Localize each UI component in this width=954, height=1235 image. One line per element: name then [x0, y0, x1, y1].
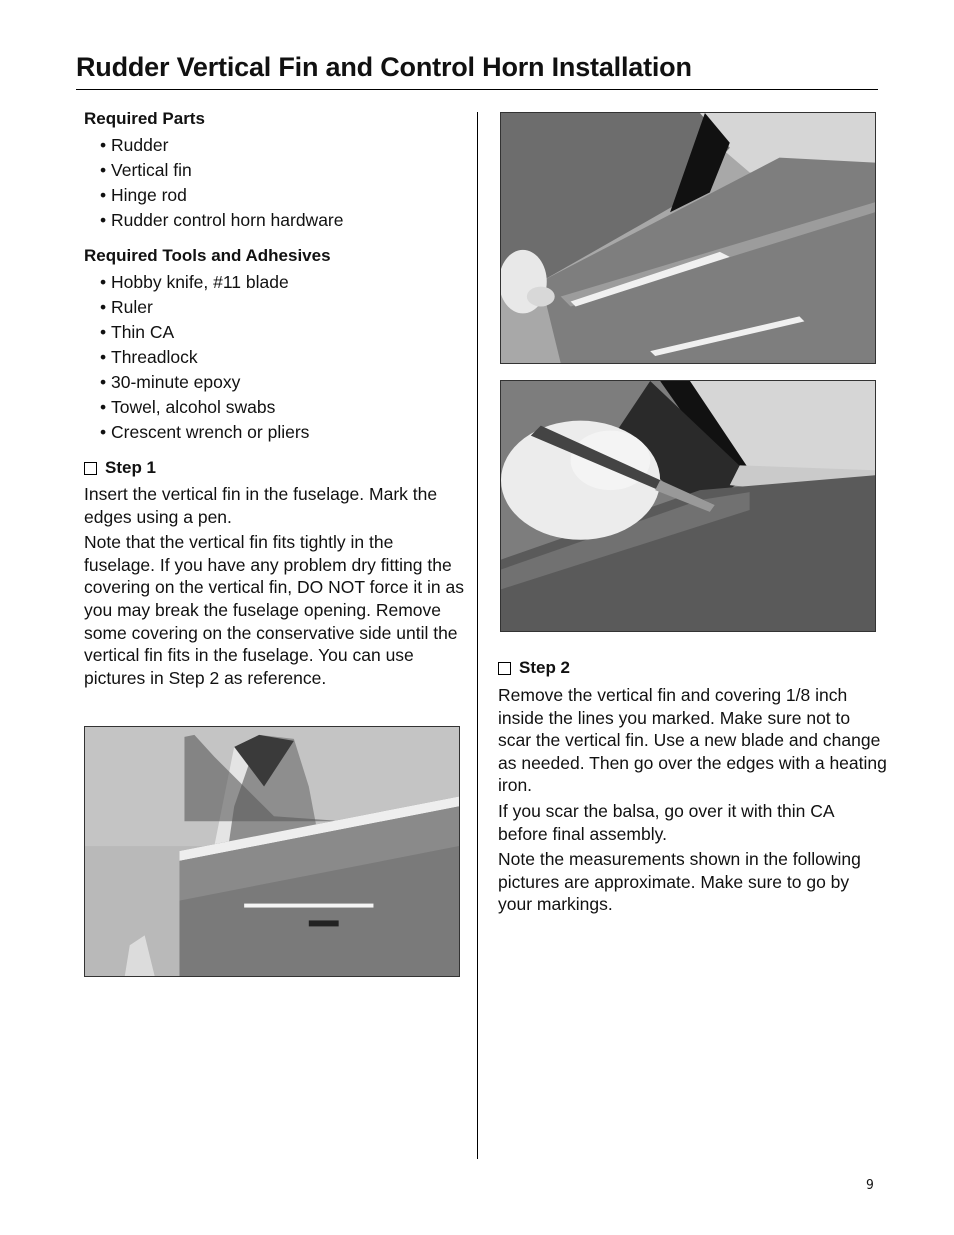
step2-heading	[498, 657, 888, 679]
left-column	[84, 108, 464, 689]
step1-label: Step 1	[105, 458, 157, 477]
list-item: • 30-minute epoxy	[100, 370, 464, 395]
required-parts-heading: Required Parts	[84, 109, 205, 128]
right-column	[498, 657, 888, 916]
step2-paragraph: If you scar the balsa, go over it with thin CA before final assembly.	[498, 800, 834, 844]
required-tools-heading: Required Tools and Adhesives	[84, 246, 331, 265]
step1-paragraph: Note that the vertical fin fits tightly in the fuselage. If you have any problem dry fitting the covering on the vertical fin, DO NOT force it in as you may break the fuselage opening. Remove some covering on the conservative side until the vertical fin fits in the fuselage. You can use pictures in Step 2 as reference.	[84, 532, 464, 688]
step2-checkbox[interactable]	[498, 662, 511, 675]
list-item: • Rudder control horn hardware	[100, 208, 464, 233]
page-title: Rudder Vertical Fin and Control Horn Installation	[76, 52, 692, 82]
step1-paragraph: Insert the vertical fin in the fuselage. Mark the edges using a pen.	[84, 484, 438, 527]
list-item: • Threadlock	[100, 345, 464, 370]
step2-label: Step 2	[519, 658, 571, 677]
marking-edges-photo	[500, 380, 876, 632]
step1-heading	[84, 457, 464, 479]
list-item: • Hinge rod	[100, 183, 464, 208]
required-parts-list	[84, 133, 464, 233]
list-item: • Hobby knife, #11 blade	[100, 270, 464, 295]
step1-checkbox[interactable]	[84, 462, 97, 475]
title-divider	[76, 89, 878, 90]
step1-fin-photo	[84, 726, 460, 977]
list-item: • Crescent wrench or pliers	[100, 420, 464, 445]
list-item: • Rudder	[100, 133, 464, 158]
list-item: • Towel, alcohol swabs	[100, 395, 464, 420]
page-number: 9	[866, 1178, 874, 1193]
list-item: • Ruler	[100, 295, 464, 320]
step2-paragraph: Remove the vertical fin and covering 1/8 inch inside the lines you marked. Make sure not to scar the vertical fin. Use a new blade and change as needed. Then go over the edges with a heating iron.	[498, 685, 887, 796]
required-tools-list	[84, 270, 464, 445]
list-item: • Thin CA	[100, 320, 464, 345]
fin-fitting-photo	[500, 112, 876, 364]
step2-paragraph: Note the measurements shown in the following pictures are approximate. Make sure to go by your markings.	[498, 849, 861, 915]
column-divider	[477, 112, 478, 1159]
list-item: • Vertical fin	[100, 158, 464, 183]
